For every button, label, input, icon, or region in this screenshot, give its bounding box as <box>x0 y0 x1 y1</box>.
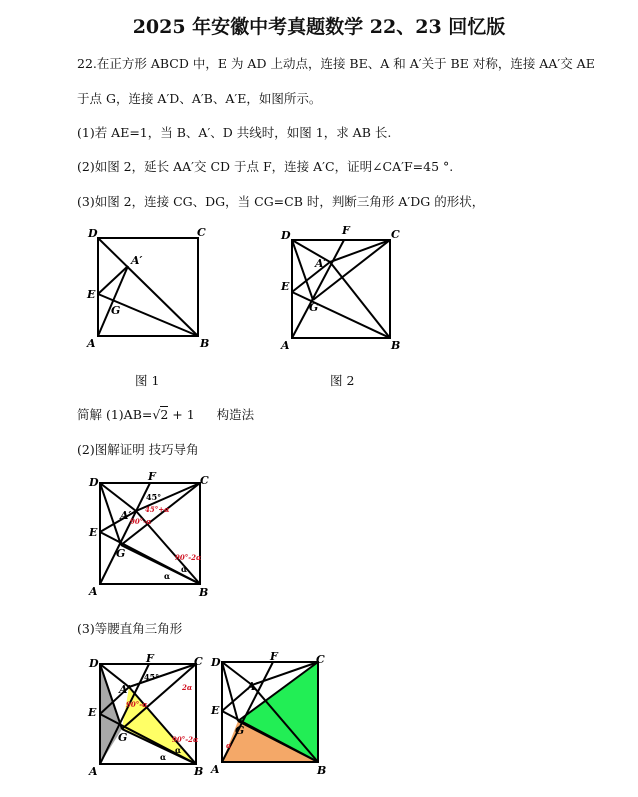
angle-45: 45° <box>146 492 162 502</box>
point-d: D <box>89 476 99 489</box>
point-f: F <box>146 652 154 665</box>
point-a: A <box>89 585 98 598</box>
point-b: B <box>317 764 327 777</box>
solution-3: (3)等腰直角三角形 <box>77 621 183 636</box>
angle-90-minus-2alpha: 90°-2α <box>172 735 199 744</box>
point-a: A <box>281 339 290 352</box>
point-d: D <box>89 657 99 670</box>
point-g: G <box>309 301 319 314</box>
question-3: (3)如图 2，连接 CG、DG，当 CG=CB 时，判断三角形 A′DG 的形状， <box>77 194 485 209</box>
point-b: B <box>194 765 204 778</box>
angle-2alpha: 2α <box>182 683 193 692</box>
point-c: C <box>391 228 400 241</box>
point-f: F <box>270 650 278 663</box>
angle-alpha-2: α <box>160 752 167 762</box>
question-1: (1)若 AE=1，当 B、A′、D 共线时，如图 1，求 AB 长. <box>77 125 392 140</box>
point-a1: A′ <box>315 257 327 270</box>
point-c: C <box>194 655 203 668</box>
page-title: 2025 年安徽中考真题数学 22、23 回忆版 <box>132 16 506 38</box>
point-g: G <box>118 731 128 744</box>
point-a: A <box>89 765 98 778</box>
question-2: (2)如图 2，延长 AA′交 CD 于点 F，连接 A′C，证明∠CA′F=45 °. <box>77 159 454 174</box>
angle-alpha-1: α <box>175 745 182 755</box>
solution-2: (2)图解证明 技巧导角 <box>77 442 199 457</box>
point-g: G <box>111 304 121 317</box>
point-e: E <box>281 280 290 293</box>
point-f: F <box>342 224 350 237</box>
point-a1: A′ <box>119 683 131 696</box>
point-a1: A′ <box>247 680 259 693</box>
point-g: G <box>116 547 126 560</box>
point-c: C <box>200 474 209 487</box>
angle-90-minus-alpha: 90°-α <box>126 700 148 709</box>
point-a1: A′ <box>120 509 132 522</box>
angle-alpha: α <box>226 741 232 750</box>
point-d: D <box>281 229 291 242</box>
point-a1: A′ <box>131 254 143 267</box>
angle-alpha-1: α <box>181 564 188 574</box>
point-e: E <box>89 526 98 539</box>
point-c: C <box>316 653 325 666</box>
angle-alpha-2: α <box>164 571 171 581</box>
problem-line-2: 于点 G，连接 A′D、A′B、A′E，如图所示。 <box>77 91 322 106</box>
point-g: G <box>235 724 245 737</box>
point-e: E <box>88 706 97 719</box>
point-f: F <box>148 470 156 483</box>
problem-line-1: 22.在正方形 ABCD 中，E 为 AD 上动点，连接 BE、A 和 A′关于 BE 对称，连接 AA′交 AE <box>77 56 595 71</box>
point-d: D <box>211 656 221 669</box>
point-b: B <box>200 337 210 350</box>
solution-1-suffix: + 1 <box>168 407 195 422</box>
point-b: B <box>199 586 209 599</box>
caption-figure-2: 图 2 <box>330 373 355 388</box>
solution-1-method: 构造法 <box>216 407 255 422</box>
angle-90-minus-2alpha: 90°-2α <box>175 553 202 562</box>
solution-1-prefix: 简解 (1)AB= <box>77 407 153 422</box>
angle-90-minus-alpha: 90°-α <box>130 517 152 526</box>
point-d: D <box>88 227 98 240</box>
solution-1-root: 2 <box>160 407 169 422</box>
point-c: C <box>197 226 206 239</box>
point-a: A <box>87 337 96 350</box>
angle-45: 45° <box>144 672 160 682</box>
point-a: A <box>211 763 220 776</box>
point-b: B <box>391 339 401 352</box>
point-e: E <box>211 704 220 717</box>
point-e: E <box>87 288 96 301</box>
caption-figure-1: 图 1 <box>135 373 160 388</box>
sqrt-sign: √ <box>152 407 161 422</box>
angle-45-plus-alpha: 45°+α <box>145 505 170 514</box>
